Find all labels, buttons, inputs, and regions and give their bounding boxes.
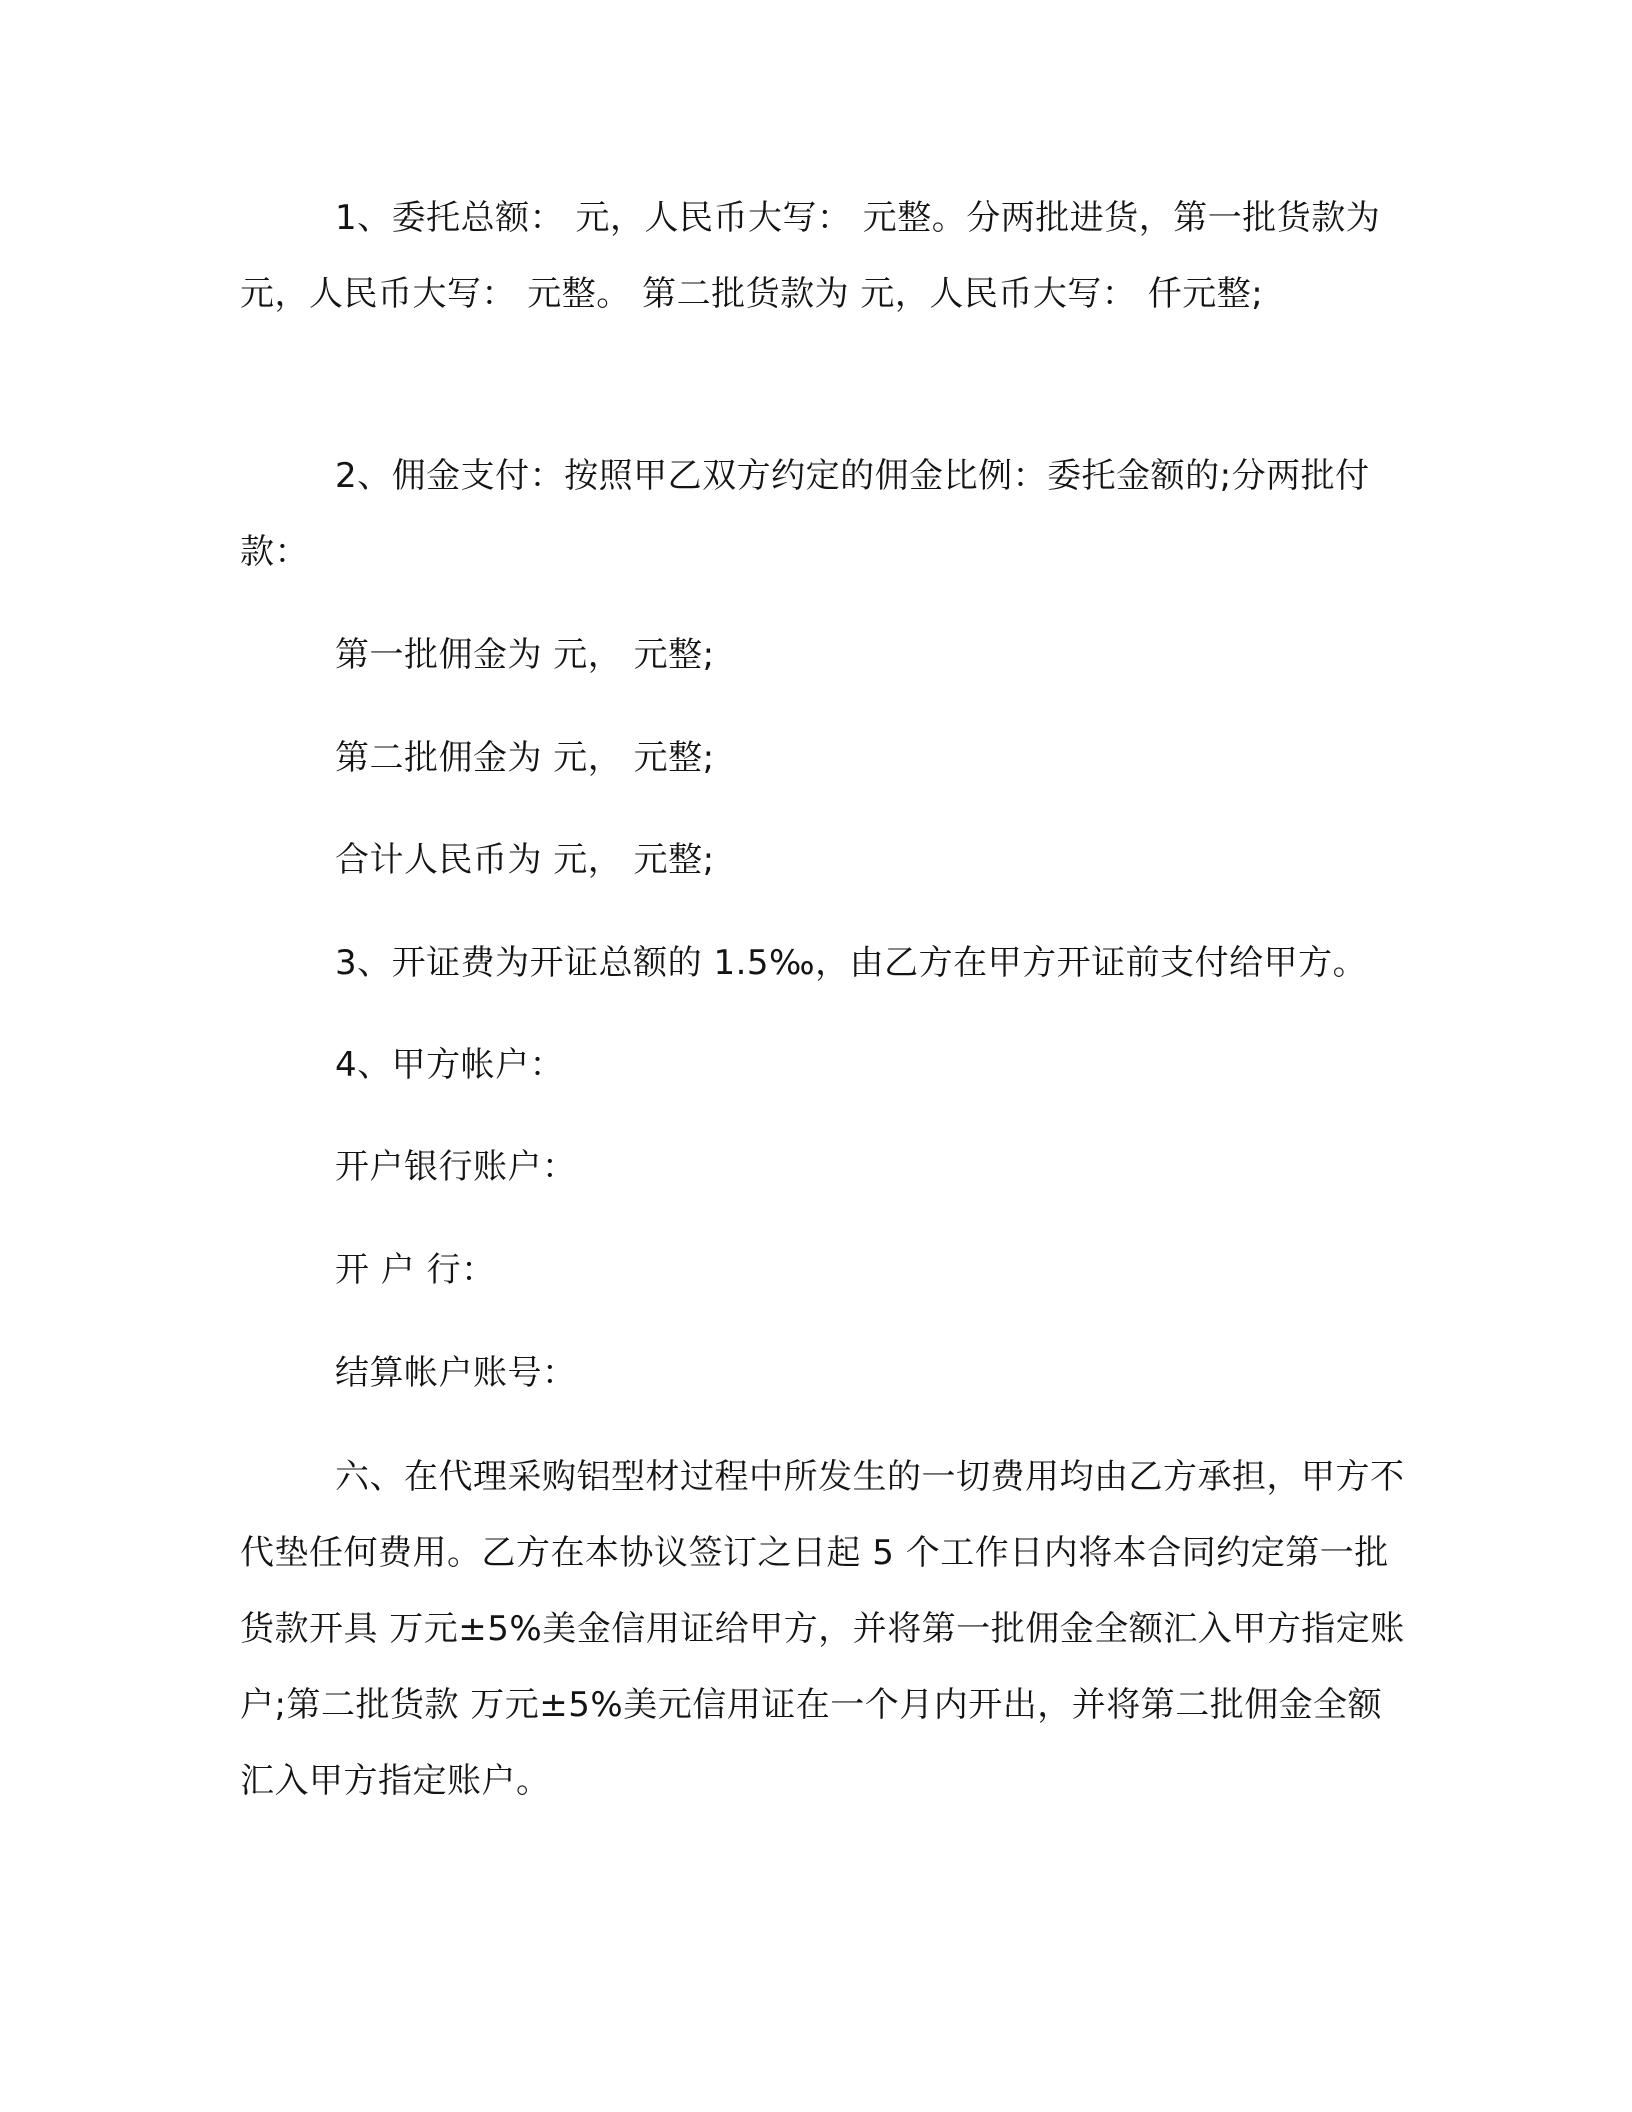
paragraph-first-commission: 第一批佣金为 元， 元整; (335, 635, 715, 675)
paragraph-bank-name: 开 户 行： (335, 1250, 496, 1290)
paragraph-section-six: 六、在代理采购铝型材过程中所发生的一切费用均由乙方承担，甲方不代垫任何费用。乙方在本协议签订之日起 5 个工作日内将本合同约定第一批货款开具 万元±5%美金信用证给甲方，并将第一批佣金全额汇入甲方指定账户;第二批货款 万元±5%美元信用证在一个月内开出，并将第二批佣金全额汇入甲方指定账户。 (240, 1457, 1405, 1801)
paragraph-lc-fee: 3、开证费为开证总额的 1.5‰，由乙方在甲方开证前支付给甲方。 (335, 943, 1368, 983)
paragraph-settlement-account: 结算帐户账号： (335, 1353, 577, 1393)
paragraph-entrusted-total: 1、委托总额： 元，人民币大写： 元整。分两批进货，第一批货款为 元，人民币大写： 元整。 第二批货款为 元，人民币大写： 仟元整; (240, 198, 1381, 314)
paragraph-bank-account: 开户银行账户： (335, 1147, 577, 1187)
paragraph-second-commission: 第二批佣金为 元， 元整; (335, 738, 715, 778)
paragraph-account-heading: 4、甲方帐户： (335, 1045, 565, 1085)
paragraph-total-rmb: 合计人民币为 元， 元整; (335, 840, 715, 880)
paragraph-commission-payment: 2、佣金支付：按照甲乙双方约定的佣金比例：委托金额的;分两批付款： (240, 456, 1370, 572)
